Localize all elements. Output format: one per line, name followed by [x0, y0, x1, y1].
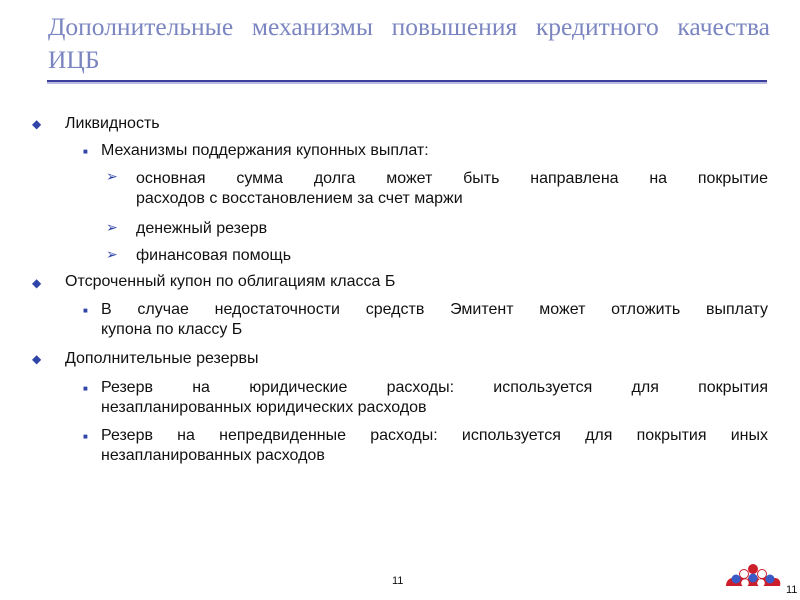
list-item-continuation: купона по классу Б [101, 321, 243, 338]
sub-list-item: денежный резерв [136, 220, 268, 237]
page-number-center: 11 [392, 575, 404, 587]
square-bullet-icon: ■ [83, 432, 88, 441]
sub-list-item: финансовая помощь [136, 247, 292, 264]
arrow-bullet-icon: ➢ [106, 246, 118, 262]
diamond-bullet-icon: ◆ [32, 352, 42, 366]
section-heading-deferred-coupon: Отсроченный купон по облигациям класса Б [65, 273, 396, 290]
list-item: В случае недостаточности средств Эмитент может отложить выплату [101, 301, 768, 318]
logo-icon [722, 562, 784, 590]
diamond-bullet-icon: ◆ [32, 117, 42, 131]
square-bullet-icon: ■ [83, 384, 88, 393]
arrow-bullet-icon: ➢ [106, 168, 118, 184]
list-item: Механизмы поддержания купонных выплат: [101, 142, 429, 159]
sub-list-item: основная сумма долга может быть направлена на покрытие [136, 170, 768, 187]
title-line-1: Дополнительные механизмы повышения кредитного качества [48, 12, 770, 41]
diamond-bullet-icon: ◆ [32, 276, 42, 290]
list-item-continuation: незапланированных расходов [101, 447, 325, 464]
square-bullet-icon: ■ [83, 306, 88, 315]
square-bullet-icon: ■ [83, 147, 88, 156]
list-item: Резерв на непредвиденные расходы: используется для покрытия иных [101, 427, 768, 444]
section-heading-liquidity: Ликвидность [65, 115, 160, 132]
page-number-right: 11 [786, 584, 798, 596]
arrow-bullet-icon: ➢ [106, 219, 118, 235]
title-line-2: ИЦБ [48, 45, 100, 74]
list-item: Резерв на юридические расходы: используется для покрытия [101, 379, 768, 396]
section-heading-additional-reserves: Дополнительные резервы [65, 350, 259, 367]
sub-list-item-continuation: расходов с восстановлением за счет маржи [136, 190, 463, 207]
list-item-continuation: незапланированных юридических расходов [101, 399, 427, 416]
